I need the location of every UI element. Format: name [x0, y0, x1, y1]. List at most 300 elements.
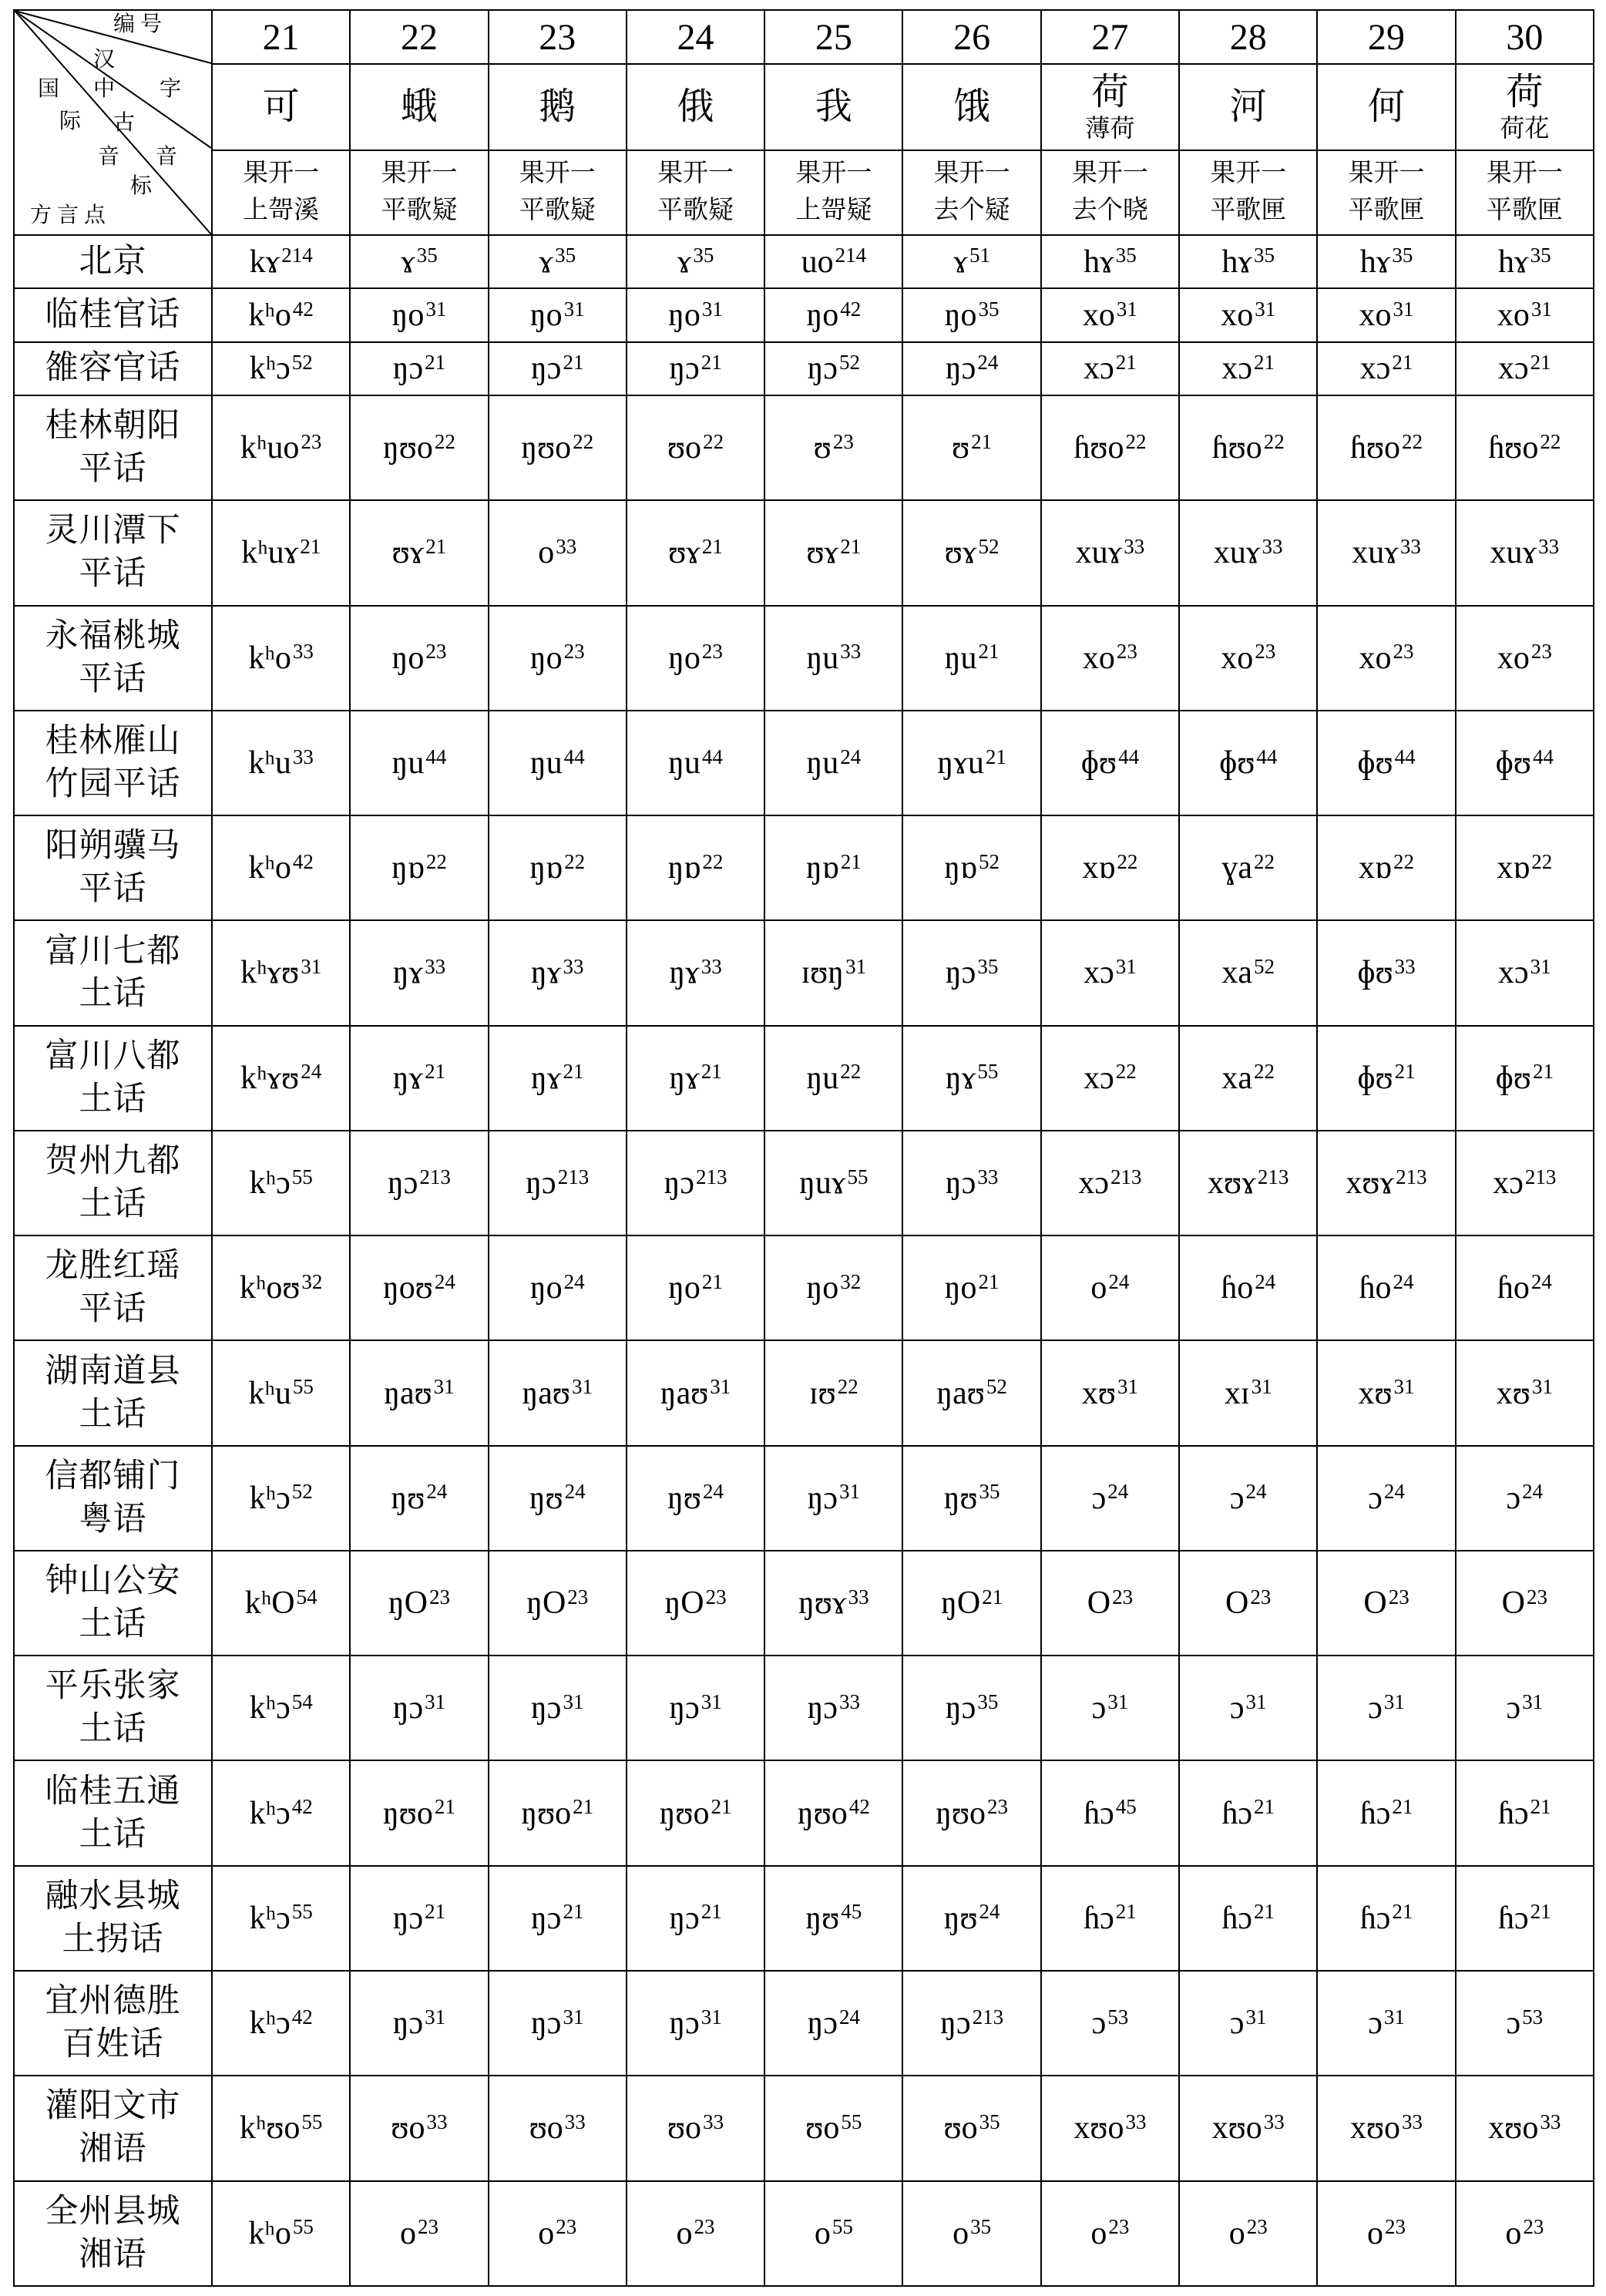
dialect-place-cell — [14, 1971, 212, 2076]
dialect-place-cell — [14, 1235, 212, 1340]
ipa-segment: ŋu — [806, 1060, 839, 1096]
column-middle-chinese-cell — [350, 150, 488, 235]
ipa-segment: ŋɔ — [945, 1690, 976, 1726]
dialect-place-type: 百姓话 — [62, 2026, 164, 2063]
ipa-segment: ŋʊɤ — [798, 1585, 847, 1622]
ipa-transcription — [668, 745, 723, 781]
reading-cell — [764, 606, 902, 711]
tone-value: 21 — [573, 1795, 594, 1819]
middle-chinese-category: 果开一 — [795, 160, 872, 188]
ipa-segment: ʊo — [667, 430, 702, 466]
dialect-place-type: 湘语 — [79, 2236, 147, 2273]
ipa-transcription — [1092, 2005, 1129, 2041]
column-middle-chinese-cell — [764, 150, 902, 235]
column-character-cell — [1179, 64, 1317, 150]
tone-value: 35 — [977, 1689, 999, 1713]
tone-value: 54 — [296, 1585, 318, 1609]
ipa-segment: ɸʊ — [1357, 955, 1393, 991]
ipa-transcription — [805, 1901, 862, 1936]
tone-value: 31 — [1530, 297, 1552, 321]
tone-value: 21 — [434, 1795, 455, 1819]
ipa-segment: ɸʊ — [1495, 745, 1531, 781]
reading-cell — [1041, 1866, 1179, 1971]
tone-value: 31 — [425, 2005, 446, 2029]
dialect-place-type: 土拐话 — [62, 1921, 164, 1958]
ipa-transcription — [1221, 1061, 1275, 1096]
ipa-segment: xo — [1082, 297, 1115, 333]
ipa-transcription — [393, 351, 445, 386]
ipa-transcription — [531, 2005, 583, 2041]
ipa-segment: ŋɔ — [669, 351, 700, 387]
tone-value: 21 — [1115, 1900, 1137, 1924]
column-character: 饿 — [953, 86, 991, 127]
column-example-word: 薄荷 — [1085, 114, 1135, 142]
tone-value: 31 — [839, 1480, 861, 1504]
ipa-transcription — [945, 1270, 1000, 1306]
ipa-segment: xɔ — [1497, 955, 1529, 991]
ipa-transcription — [1221, 955, 1275, 990]
reading-cell — [627, 342, 764, 395]
middle-chinese-category: 果开一 — [243, 160, 320, 188]
dialect-place-name: 阳朔骥马 — [45, 828, 181, 865]
ipa-segment: ɦʊo — [1211, 430, 1262, 466]
reading-cell — [489, 920, 627, 1025]
ipa-transcription — [240, 430, 322, 466]
tone-value: 21 — [425, 534, 447, 558]
ipa-transcription — [941, 1585, 1003, 1621]
ipa-segment: o — [538, 535, 555, 571]
tone-value: 22 — [1540, 429, 1561, 453]
tone-value: 31 — [845, 955, 867, 979]
dialect-place-name: 平乐张家 — [45, 1668, 181, 1705]
reading-cell — [212, 1446, 350, 1551]
ipa-segment: ɔ — [1368, 2005, 1383, 2042]
ipa-transcription — [664, 1165, 727, 1201]
ipa-segment: ŋɔ — [531, 1900, 562, 1936]
header-middle-chinese-row — [14, 150, 1594, 235]
ipa-segment: ŋu — [529, 745, 563, 781]
ipa-segment: ɦʊo — [1349, 430, 1401, 466]
tone-value: 21 — [971, 429, 993, 453]
tone-value: 55 — [977, 1060, 999, 1084]
dialect-row — [14, 2181, 1594, 2287]
reading-cell — [1041, 1656, 1179, 1760]
ipa-segment: ŋɔ — [387, 1165, 418, 1201]
ipa-segment: xɔ — [1078, 1165, 1109, 1201]
ipa-segment: uo — [801, 244, 834, 280]
tone-value: 24 — [1530, 1269, 1552, 1293]
middle-chinese-rhyme: 上哿疑 — [795, 197, 872, 224]
reading-cell — [902, 1971, 1040, 2076]
ipa-transcription — [1363, 1585, 1409, 1621]
column-middle-chinese-cell — [212, 150, 350, 235]
tone-value: 21 — [701, 1900, 722, 1924]
ipa-segment: ɔ — [1091, 2005, 1107, 2042]
reading-cell — [902, 500, 1040, 605]
reading-cell — [1456, 1026, 1594, 1131]
tone-value: 42 — [848, 1795, 870, 1819]
ipa-transcription — [946, 955, 998, 990]
dialect-place-cell — [14, 395, 212, 500]
reading-cell — [764, 815, 902, 920]
ipa-segment: ŋʊ — [805, 1900, 840, 1936]
ipa-transcription — [240, 2110, 323, 2146]
reading-cell — [489, 395, 627, 500]
ipa-transcription — [944, 1901, 1000, 1936]
ipa-transcription — [240, 955, 321, 990]
dialect-row — [14, 288, 1594, 341]
tone-value: 213 — [1396, 1165, 1427, 1188]
ipa-transcription — [530, 745, 585, 781]
dialect-place-name: 全州县城 — [45, 2193, 181, 2230]
ipa-segment: ŋɒ — [529, 850, 563, 886]
ipa-segment: o — [814, 2215, 831, 2251]
reading-cell — [1456, 1131, 1594, 1235]
ipa-segment: ɸʊ — [1357, 1060, 1393, 1096]
middle-chinese-rhyme: 平歌疑 — [381, 197, 458, 224]
ipa-segment: xɔ — [1497, 351, 1529, 387]
ipa-transcription — [1087, 1585, 1133, 1621]
middle-chinese-category: 果开一 — [657, 160, 734, 188]
tone-value: 31 — [563, 2005, 584, 2029]
reading-cell — [1179, 288, 1317, 341]
tone-value: 31 — [571, 1375, 593, 1399]
tone-value: 35 — [970, 2215, 992, 2239]
ipa-segment: ɤ — [539, 244, 554, 280]
ipa-segment: ɔ — [1229, 1480, 1245, 1516]
reading-cell — [489, 500, 627, 605]
ipa-transcription — [1230, 2005, 1267, 2041]
ipa-transcription — [1368, 1481, 1405, 1516]
ipa-segment: ŋɔ — [392, 2005, 424, 2042]
ipa-segment: kʰo — [248, 850, 291, 886]
dialect-place-type: 土话 — [79, 1711, 147, 1748]
dialect-place-type: 粤语 — [79, 1501, 147, 1538]
tone-value: 23 — [1246, 2215, 1268, 2239]
reading-cell — [350, 342, 488, 395]
header-character-row — [14, 64, 1594, 150]
dialect-table-sheet — [13, 9, 1593, 2287]
tone-value: 32 — [840, 1269, 862, 1293]
ipa-segment: ŋɔ — [392, 1900, 424, 1936]
reading-cell — [489, 1760, 627, 1865]
ipa-transcription — [669, 2005, 721, 2041]
tone-value: 33 — [292, 640, 314, 664]
ipa-transcription — [539, 244, 576, 280]
tone-value: 24 — [839, 2005, 861, 2029]
dialect-place-cell — [14, 1866, 212, 1971]
dialect-place-cell — [14, 815, 212, 920]
ipa-segment: ŋʊ — [667, 1480, 701, 1516]
ipa-transcription — [806, 850, 862, 886]
reading-cell — [764, 288, 902, 341]
reading-cell — [212, 342, 350, 395]
reading-cell — [627, 1656, 764, 1760]
reading-cell — [764, 235, 902, 288]
ipa-segment: ŋʊo — [797, 1795, 848, 1831]
reading-cell — [1041, 1446, 1179, 1551]
ipa-transcription — [1221, 640, 1275, 676]
ipa-segment: o — [1090, 1270, 1107, 1306]
ipa-segment: ɔ — [1368, 1690, 1383, 1726]
ipa-transcription — [1352, 535, 1421, 570]
ipa-segment: kʰu — [248, 745, 291, 781]
ipa-segment: kʰuo — [240, 430, 300, 466]
ipa-segment: ŋɒ — [805, 850, 839, 886]
ipa-segment: ŋO — [388, 1585, 428, 1622]
middle-chinese-rhyme: 平歌疑 — [519, 197, 596, 224]
ipa-segment: xuɤ — [1075, 535, 1123, 571]
reading-cell — [902, 920, 1040, 1025]
tone-value: 23 — [1108, 2215, 1130, 2239]
ipa-segment: kʰɤʊ — [240, 955, 300, 991]
tone-value: 31 — [1251, 1375, 1272, 1399]
reading-cell — [212, 1551, 350, 1656]
ipa-segment: ɦo — [1359, 1270, 1392, 1306]
reading-cell — [1317, 1551, 1455, 1656]
ipa-transcription — [806, 1061, 861, 1096]
ipa-segment: xɒ — [1082, 850, 1116, 886]
ipa-segment: ʊo — [943, 2110, 978, 2146]
column-character: 河 — [1229, 86, 1267, 127]
dialect-place-cell — [14, 342, 212, 395]
tone-value: 213 — [1524, 1165, 1557, 1188]
reading-cell — [212, 920, 350, 1025]
dialect-place-name: 北京 — [79, 243, 147, 280]
reading-cell — [1179, 2076, 1317, 2180]
tone-value: 213 — [696, 1165, 727, 1188]
ipa-segment: ŋɒ — [667, 850, 701, 886]
tone-value: 31 — [1245, 2005, 1267, 2029]
ipa-segment: ŋɔ — [664, 1165, 694, 1201]
ipa-segment: xʊ — [1496, 1375, 1530, 1411]
ipa-transcription — [798, 1796, 870, 1831]
ipa-segment: ŋo — [668, 640, 701, 676]
reading-cell — [212, 1026, 350, 1131]
tone-value: 24 — [840, 745, 862, 768]
reading-cell — [1179, 2181, 1317, 2287]
ipa-segment: ɸʊ — [1080, 745, 1117, 781]
ipa-transcription — [945, 298, 1000, 333]
ipa-segment: xa — [1221, 1060, 1253, 1096]
reading-cell — [902, 815, 1040, 920]
ipa-segment: xɪ — [1224, 1375, 1250, 1411]
middle-chinese-rhyme: 平歌匣 — [1486, 197, 1563, 224]
tone-value: 31 — [1117, 1375, 1138, 1399]
tone-value: 23 — [556, 2215, 577, 2239]
reading-cell — [627, 1340, 764, 1445]
corner-label-ji: 际 — [59, 109, 82, 133]
ipa-transcription — [1359, 298, 1414, 333]
ipa-transcription — [1219, 745, 1277, 781]
ipa-segment: ɪʊ — [808, 1375, 836, 1411]
tone-value: 33 — [839, 1689, 861, 1713]
reading-cell — [1317, 288, 1455, 341]
ipa-transcription — [801, 244, 867, 280]
tone-value: 24 — [702, 1480, 724, 1504]
ipa-transcription — [946, 1165, 998, 1201]
tone-value: 45 — [841, 1900, 862, 1924]
reading-cell — [627, 1026, 764, 1131]
middle-chinese-rhyme: 上哿溪 — [243, 197, 320, 224]
ipa-transcription — [669, 1061, 721, 1096]
ipa-segment: ŋɔ — [392, 351, 424, 387]
dialect-place-type: 平话 — [79, 661, 147, 698]
dialect-row — [14, 1131, 1594, 1235]
tone-value: 33 — [563, 955, 584, 979]
dialect-row — [14, 1235, 1594, 1340]
dialect-place-cell — [14, 606, 212, 711]
tone-value: 21 — [1392, 1795, 1413, 1819]
ipa-transcription — [799, 1165, 868, 1201]
ipa-transcription — [801, 955, 867, 990]
tone-value: 23 — [1526, 1585, 1547, 1609]
reading-cell — [350, 2076, 488, 2180]
ipa-transcription — [1360, 351, 1413, 386]
tone-value: 21 — [1530, 350, 1551, 374]
tone-value: 21 — [840, 849, 862, 873]
reading-cell — [212, 1760, 350, 1865]
ipa-segment: hɤ — [1084, 244, 1114, 280]
ipa-segment: xʊo — [1073, 2110, 1124, 2146]
tone-value: 23 — [425, 640, 447, 664]
ipa-segment: hɤ — [1497, 244, 1529, 280]
tone-value: 21 — [978, 640, 1000, 664]
ipa-segment: ŋO — [941, 1585, 981, 1622]
tone-value: 35 — [1254, 244, 1275, 267]
reading-cell — [1179, 342, 1317, 395]
reading-cell — [1456, 2181, 1594, 2287]
ipa-transcription — [669, 1690, 721, 1726]
reading-cell — [350, 1131, 488, 1235]
ipa-segment: xʊo — [1211, 2110, 1262, 2146]
tone-value: 213 — [557, 1165, 590, 1188]
reading-cell — [350, 711, 488, 815]
tone-value: 24 — [1522, 1480, 1544, 1504]
reading-cell — [764, 711, 902, 815]
ipa-segment: xuɤ — [1213, 535, 1261, 571]
corner-label-number: 编 号 — [113, 12, 163, 36]
reading-cell — [764, 920, 902, 1025]
ipa-transcription — [248, 745, 314, 781]
ipa-segment: xʊo — [1349, 2110, 1401, 2146]
ipa-segment: xo — [1221, 640, 1254, 676]
ipa-transcription — [946, 351, 998, 386]
reading-cell — [1041, 395, 1179, 500]
ipa-transcription — [667, 1481, 724, 1516]
tone-value: 21 — [563, 350, 584, 374]
ipa-segment: xo — [1497, 640, 1530, 676]
ipa-segment: xɔ — [1221, 351, 1253, 387]
dialect-place-cell — [14, 1760, 212, 1865]
tone-value: 21 — [563, 1060, 584, 1084]
tone-value: 31 — [1522, 1689, 1544, 1713]
reading-cell — [1179, 711, 1317, 815]
ipa-transcription — [945, 640, 1000, 676]
tone-value: 52 — [979, 849, 1000, 873]
reading-cell — [902, 1760, 1040, 1865]
tone-value: 24 — [1245, 1480, 1267, 1504]
corner-label-yin-left: 音 — [98, 145, 120, 169]
reading-cell — [212, 1235, 350, 1340]
reading-cell — [627, 606, 764, 711]
ipa-segment: ŋɔ — [531, 2005, 562, 2042]
dialect-row — [14, 1971, 1594, 2076]
tone-value: 22 — [434, 429, 455, 453]
reading-cell — [1456, 342, 1594, 395]
ipa-transcription — [1346, 1165, 1426, 1201]
dialect-place-cell — [14, 1131, 212, 1235]
header-number-row — [14, 10, 1594, 64]
ipa-transcription — [1505, 2216, 1544, 2251]
reading-cell — [1179, 1656, 1317, 1760]
tone-value: 23 — [694, 2215, 715, 2239]
tone-value: 21 — [1530, 1900, 1551, 1924]
ipa-transcription — [391, 850, 447, 886]
ipa-transcription — [1506, 1690, 1543, 1726]
ipa-segment: ʊɤ — [668, 535, 701, 571]
ipa-transcription — [1368, 1690, 1405, 1726]
reading-cell — [489, 235, 627, 288]
ipa-transcription — [1230, 1690, 1267, 1726]
tone-value: 55 — [292, 1375, 314, 1399]
dialect-place-type: 土话 — [79, 976, 147, 1013]
reading-cell — [489, 1551, 627, 1656]
ipa-transcription — [1084, 1061, 1137, 1096]
ipa-transcription — [393, 955, 445, 990]
tone-value: 21 — [1254, 350, 1275, 374]
reading-cell — [1179, 1026, 1317, 1131]
reading-cell — [489, 1446, 627, 1551]
corner-label-gu: 古 — [113, 111, 136, 135]
ipa-transcription — [240, 1270, 323, 1306]
dialect-place-type: 土话 — [79, 1396, 147, 1433]
ipa-transcription — [250, 244, 313, 280]
ipa-transcription — [1208, 1165, 1288, 1201]
ipa-transcription — [531, 955, 583, 990]
ipa-segment: kʰɔ — [249, 2005, 291, 2042]
reading-cell — [489, 606, 627, 711]
tone-value: 33 — [1540, 2109, 1561, 2133]
corner-label-zhong: 中 — [93, 77, 116, 101]
ipa-transcription — [529, 850, 585, 886]
ipa-segment: ŋu — [668, 745, 701, 781]
ipa-transcription — [1488, 2110, 1561, 2146]
ipa-segment: ɣa — [1221, 850, 1253, 886]
reading-cell — [350, 395, 488, 500]
ipa-segment: ŋo — [529, 297, 563, 333]
tone-value: 21 — [1532, 1060, 1554, 1084]
column-character: 荷 — [1091, 72, 1129, 113]
ipa-transcription — [538, 535, 576, 570]
ipa-transcription — [1212, 2110, 1285, 2146]
ipa-transcription — [944, 1481, 1000, 1516]
tone-value: 55 — [301, 2109, 323, 2133]
tone-value: 22 — [1117, 849, 1138, 873]
ipa-segment: ɦo — [1497, 1270, 1530, 1306]
tone-value: 23 — [832, 429, 854, 453]
ipa-transcription — [1221, 1796, 1275, 1831]
ipa-segment: ŋoʊ — [383, 1270, 433, 1306]
ipa-segment: kʰu — [248, 1375, 291, 1411]
dialect-place-name: 融水县城 — [45, 1877, 181, 1914]
tone-value: 213 — [972, 2005, 1004, 2029]
dialect-place-name: 雒容官话 — [45, 350, 181, 387]
ipa-segment: ŋɔ — [807, 1690, 838, 1726]
tone-value: 213 — [1257, 1165, 1289, 1188]
reading-cell — [764, 1866, 902, 1971]
dialect-place-name: 宜州德胜 — [45, 1983, 181, 2020]
